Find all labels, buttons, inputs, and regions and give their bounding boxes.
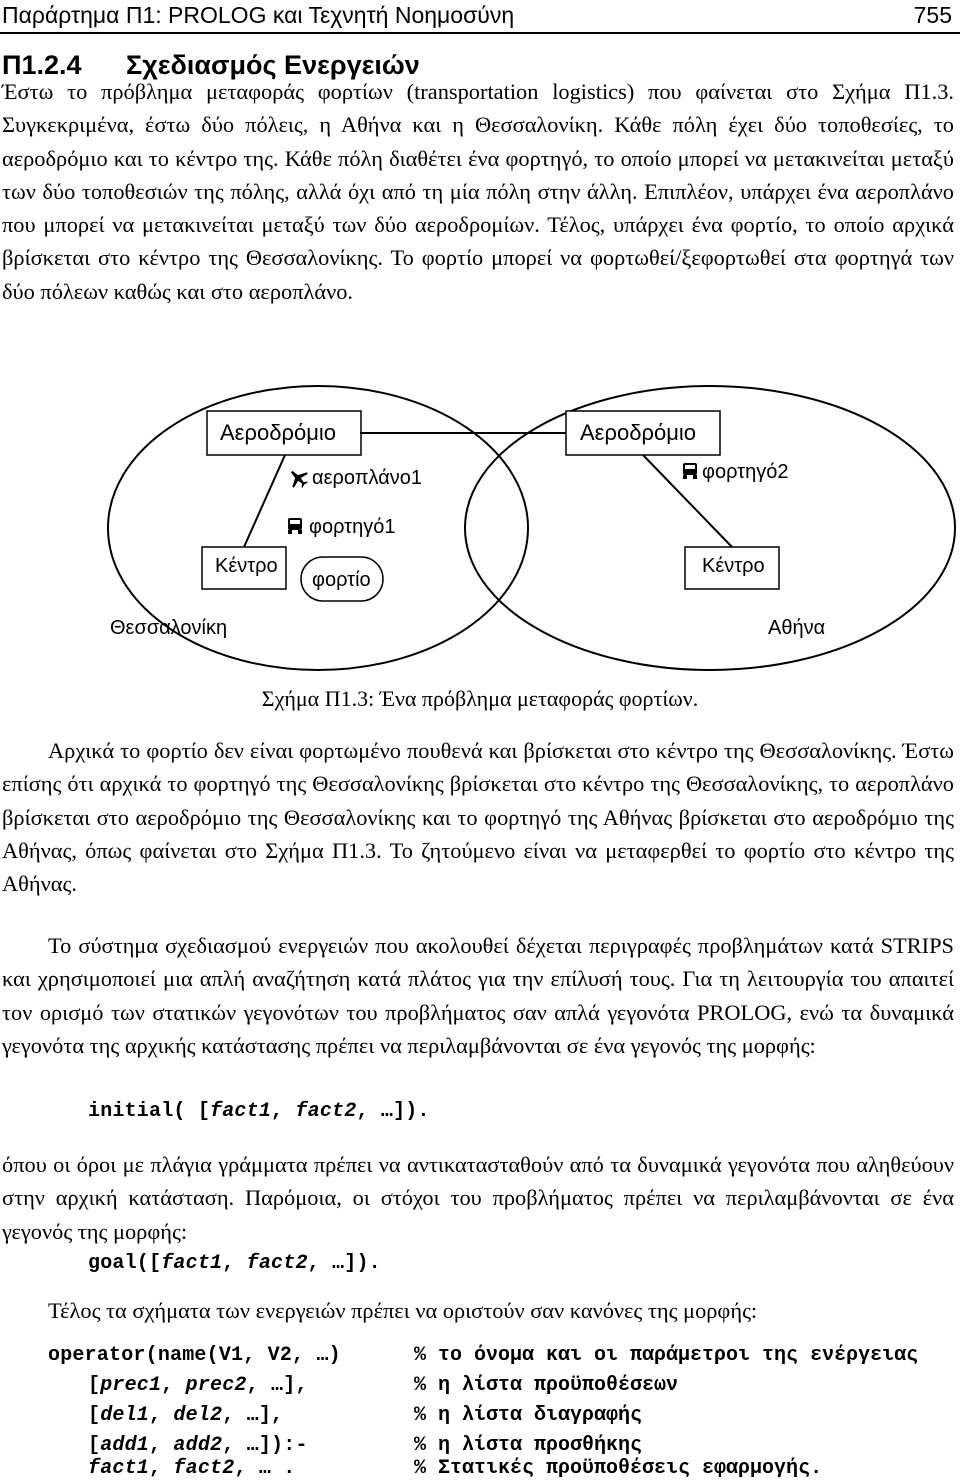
truck1-label: φορτηγό1 (309, 516, 396, 538)
code-comment: % το όνομα και οι παράμετροι της ενέργειας (414, 1344, 919, 1367)
figure-caption: Σχήμα Π1.3: Ένα πρόβλημα μεταφοράς φορτίων. (261, 686, 699, 711)
code-operator-preconditions (88, 1374, 308, 1397)
road-left (244, 455, 285, 547)
code-var: fact1 (210, 1100, 272, 1123)
code-operator-head: operator(name(V1, V2, …) (48, 1344, 341, 1367)
running-title: Παράρτημα Π1: PROLOG και Τεχνητή Νοημοσύνη (2, 2, 515, 28)
airplane-icon (285, 465, 313, 493)
code-var: prec1 (100, 1374, 162, 1397)
code-token: , … . (234, 1457, 296, 1480)
cargo-label: φορτίο (312, 569, 371, 591)
code-token: , …]):- (222, 1434, 308, 1457)
code-var: prec2 (185, 1374, 247, 1397)
airport-right-label: Αεροδρόμιο (580, 420, 697, 445)
code-token: [ (88, 1404, 101, 1427)
code-operator-add (88, 1434, 308, 1457)
code-var: fact1 (161, 1252, 223, 1275)
code-var: del1 (100, 1404, 150, 1427)
code-goal (88, 1252, 381, 1275)
city-right-label: Αθήνα (768, 617, 826, 639)
code-token: , (271, 1100, 296, 1123)
header-rule (0, 32, 960, 34)
code-var: fact2 (246, 1252, 308, 1275)
code-token: , (149, 1457, 174, 1480)
code-token: [ (88, 1434, 101, 1457)
code-comment: % η λίστα προσθήκης (414, 1434, 643, 1457)
code-token: , (149, 1404, 174, 1427)
figure-transport-problem (0, 375, 960, 685)
paragraph-text: και χρησιμοποιεί μια απλή αναζήτηση κατά πλάτος για την επίλυσή τους. Για τη λειτουργία του απαιτεί τον ορισμό των στατικών γεγονότων του προβλήματος σαν απλά γεγονότα (2, 966, 954, 1025)
code-operator-static (88, 1457, 295, 1480)
code-token: , (222, 1252, 247, 1275)
city-left-label: Θεσσαλονίκη (110, 617, 228, 639)
page-header (0, 0, 960, 34)
code-var: fact2 (173, 1457, 235, 1480)
section-number: Π1.2.4 (2, 50, 82, 80)
center-right-label: Κέντρο (702, 555, 765, 577)
code-token: , …]). (307, 1252, 381, 1275)
prolog-term: PROLOG (696, 999, 787, 1025)
code-token: , …], (246, 1374, 308, 1397)
code-token: , (161, 1374, 186, 1397)
code-token: , (149, 1434, 174, 1457)
page-number: 755 (913, 2, 952, 28)
code-var: add1 (100, 1434, 150, 1457)
paragraph-text: , ενώ τα δυναμικά γεγονότα της αρχικής κατάστασης πρέπει να περιλαμβάνονται σε ένα γεγονός της μορφής: (2, 999, 954, 1058)
paragraph-initial-state: Αρχικά το φορτίο δεν είναι φορτωμένο πουθενά και βρίσκεται στο κέντρο της Θεσσαλονίκης. Έστω επίσης ότι αρχικά το φορτηγό της Θεσσαλονίκης βρίσκεται στο κέντρο της Θεσσαλονίκης, το αεροπλάνο βρίσκεται στο αεροδρόμιο της Θεσσαλονίκης και το φορτηγό της Αθήνας βρίσκεται στο αεροδρόμιο της Αθήνας, όπως φαίνεται στο Σχήμα Π1.3. Το ζητούμενο είναι να μεταφερθεί το φορτίο στο κέντρο της Αθήνας. (2, 738, 954, 897)
code-operator-delete (88, 1404, 283, 1427)
code-token: , …]). (356, 1100, 430, 1123)
code-comment: % η λίστα προϋποθέσεων (414, 1374, 679, 1397)
code-comment: % η λίστα διαγραφής (414, 1404, 643, 1427)
truck-icon (288, 518, 302, 534)
code-token: [ (88, 1374, 101, 1397)
section-title: Σχεδιασμός Ενεργειών (126, 50, 420, 80)
paragraph-text: Το σύστημα σχεδιασμού ενεργειών που ακολουθεί δέχεται περιγραφές προβλημάτων κατά (48, 933, 881, 958)
code-comment: % Στατικές προϋποθέσεις εφαρμογής. (414, 1457, 823, 1480)
code-token: goal([ (88, 1252, 162, 1275)
code-var: add2 (173, 1434, 223, 1457)
code-var: fact1 (88, 1457, 150, 1480)
strips-term: STRIPS (880, 933, 954, 958)
truck-icon (683, 463, 697, 479)
code-var: del2 (173, 1404, 223, 1427)
code-token: , …], (222, 1404, 284, 1427)
airport-left-label: Αεροδρόμιο (220, 420, 337, 445)
code-token: initial( [ (88, 1100, 211, 1123)
code-initial (88, 1100, 430, 1123)
paragraph-planner (2, 929, 954, 1062)
center-left-label: Κέντρο (215, 555, 278, 577)
paragraph-intro: Έστω το πρόβλημα μεταφοράς φορτίων (transportation logistics) που φαίνεται στο Σχήμα Π1.3. Συγκεκριμένα, έστω δύο πόλεις, η Αθήνα και η Θεσσαλονίκη. Κάθε πόλη έχει δύο τοποθεσίες, το αεροδρόμιο και το κέντρο της. Κάθε πόλη διαθέτει ένα φορτηγό, το οποίο μπορεί να μετακινείται μεταξύ των δύο τοποθεσιών της πόλης, αλλά όχι από τη μία πόλη στην άλλη. Επιπλέον, υπάρχει ένα αεροπλάνο που μπορεί να μετακινείται μεταξύ των δύο αεροδρομίων. Τέλος, υπάρχει ένα φορτίο, το οποίο αρχικά βρίσκεται στο κέντρο της Θεσσαλονίκης. Το φορτίο μπορεί να φορτωθεί/ξεφορτωθεί στα φορτηγά των δύο πόλεων καθώς και στο αεροπλάνο. (2, 79, 954, 304)
code-var: fact2 (295, 1100, 357, 1123)
paragraph-operators: Τέλος τα σχήματα των ενεργειών πρέπει να οριστούν σαν κανόνες της μορφής: (48, 1298, 758, 1323)
truck2-label: φορτηγό2 (702, 461, 789, 483)
paragraph-goals: όπου οι όροι με πλάγια γράμματα πρέπει να αντικατασταθούν από τα δυναμικά γεγονότα που αληθεύουν στην αρχική κατάσταση. Παρόμοια, οι στόχοι του προβλήματος πρέπει να περιλαμβάνονται σε ένα γεγονός της μορφής: (2, 1152, 954, 1244)
airplane-label: αεροπλάνο1 (312, 467, 422, 489)
